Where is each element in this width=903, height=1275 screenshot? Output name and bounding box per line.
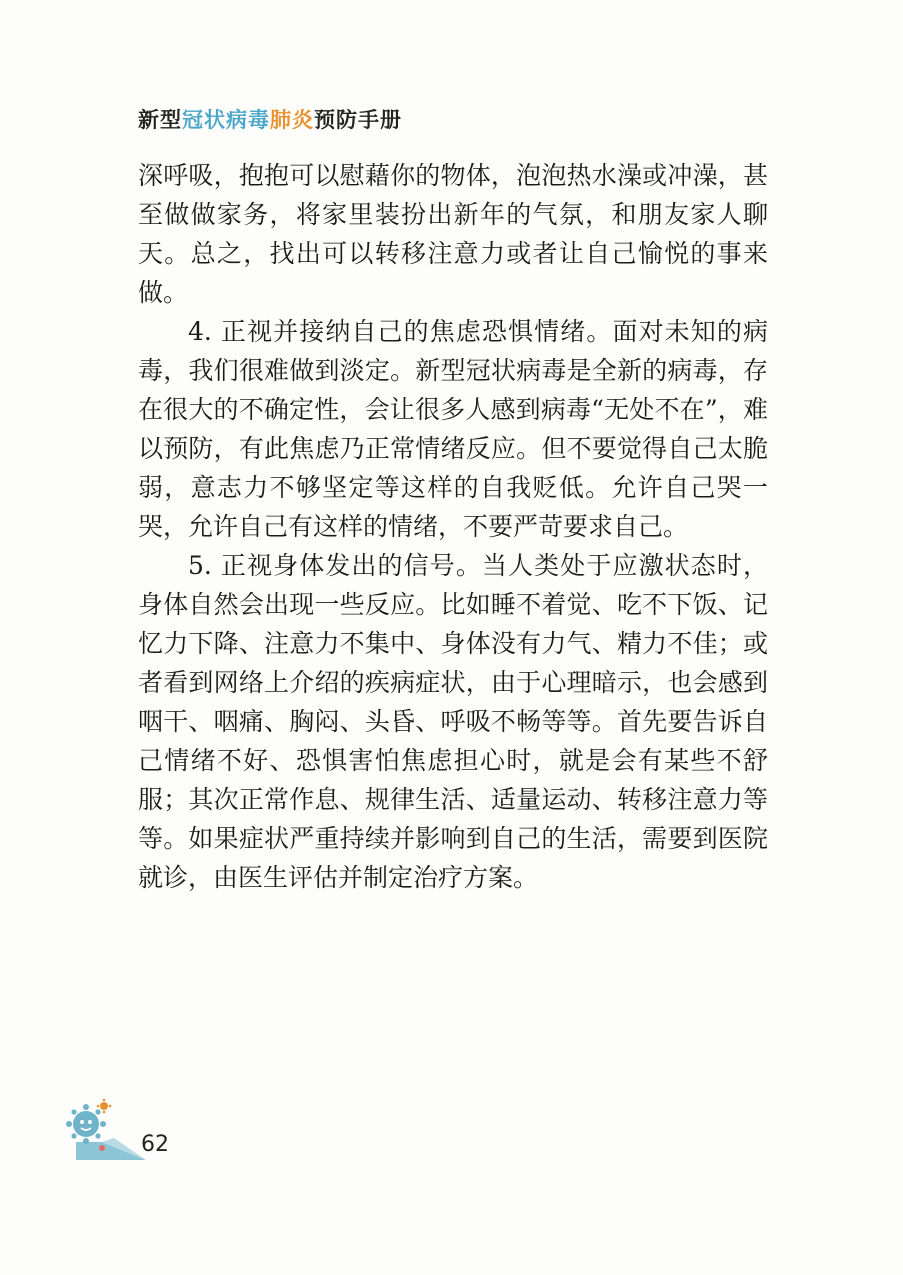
- body-text: [138, 156, 768, 897]
- running-header: [138, 104, 402, 134]
- virus-mascot-icon: [62, 1098, 146, 1160]
- paragraph-3: 5. 正视身体发出的信号。当人类处于应激状态时，身体自然会出现一些反应。比如睡不着觉、吃不下饭、记忆力下降、注意力不集中、身体没有力气、精力不佳；或者看到网络上介绍的疾病症状，由于心理暗示，也会感到咽干、咽痛、胸闷、头昏、呼吸不畅等等。首先要告诉自己情绪不好、恐惧害怕焦虑担心时，就是会有某些不舒服；其次正常作息、规律生活、适量运动、转移注意力等等。如果症状严重持续并影响到自己的生活，需要到医院就诊，由医生评估并制定治疗方案。: [138, 551, 768, 892]
- header-text-part1: 新型: [138, 108, 182, 132]
- header-text-part2: 冠状病毒: [182, 108, 270, 132]
- header-text-part4: 预防手册: [314, 108, 402, 132]
- paragraph-2: 4. 正视并接纳自己的焦虑恐惧情绪。面对未知的病毒，我们很难做到淡定。新型冠状病毒是全新的病毒，存在很大的不确定性，会让很多人感到病毒“无处不在”，难以预防，有此焦虑乃正常情绪反应。但不要觉得自己太脆弱，意志力不够坚定等这样的自我贬低。允许自己哭一哭，允许自己有这样的情绪，不要严苛要求自己。: [138, 317, 768, 541]
- page-number: 62: [141, 1132, 169, 1157]
- paragraph-1: 深呼吸，抱抱可以慰藉你的物体，泡泡热水澡或冲澡，甚至做做家务，将家里装扮出新年的气氛，和朋友家人聊天。总之，找出可以转移注意力或者让自己愉悦的事来做。: [138, 161, 768, 307]
- header-text-part3: 肺炎: [270, 108, 314, 132]
